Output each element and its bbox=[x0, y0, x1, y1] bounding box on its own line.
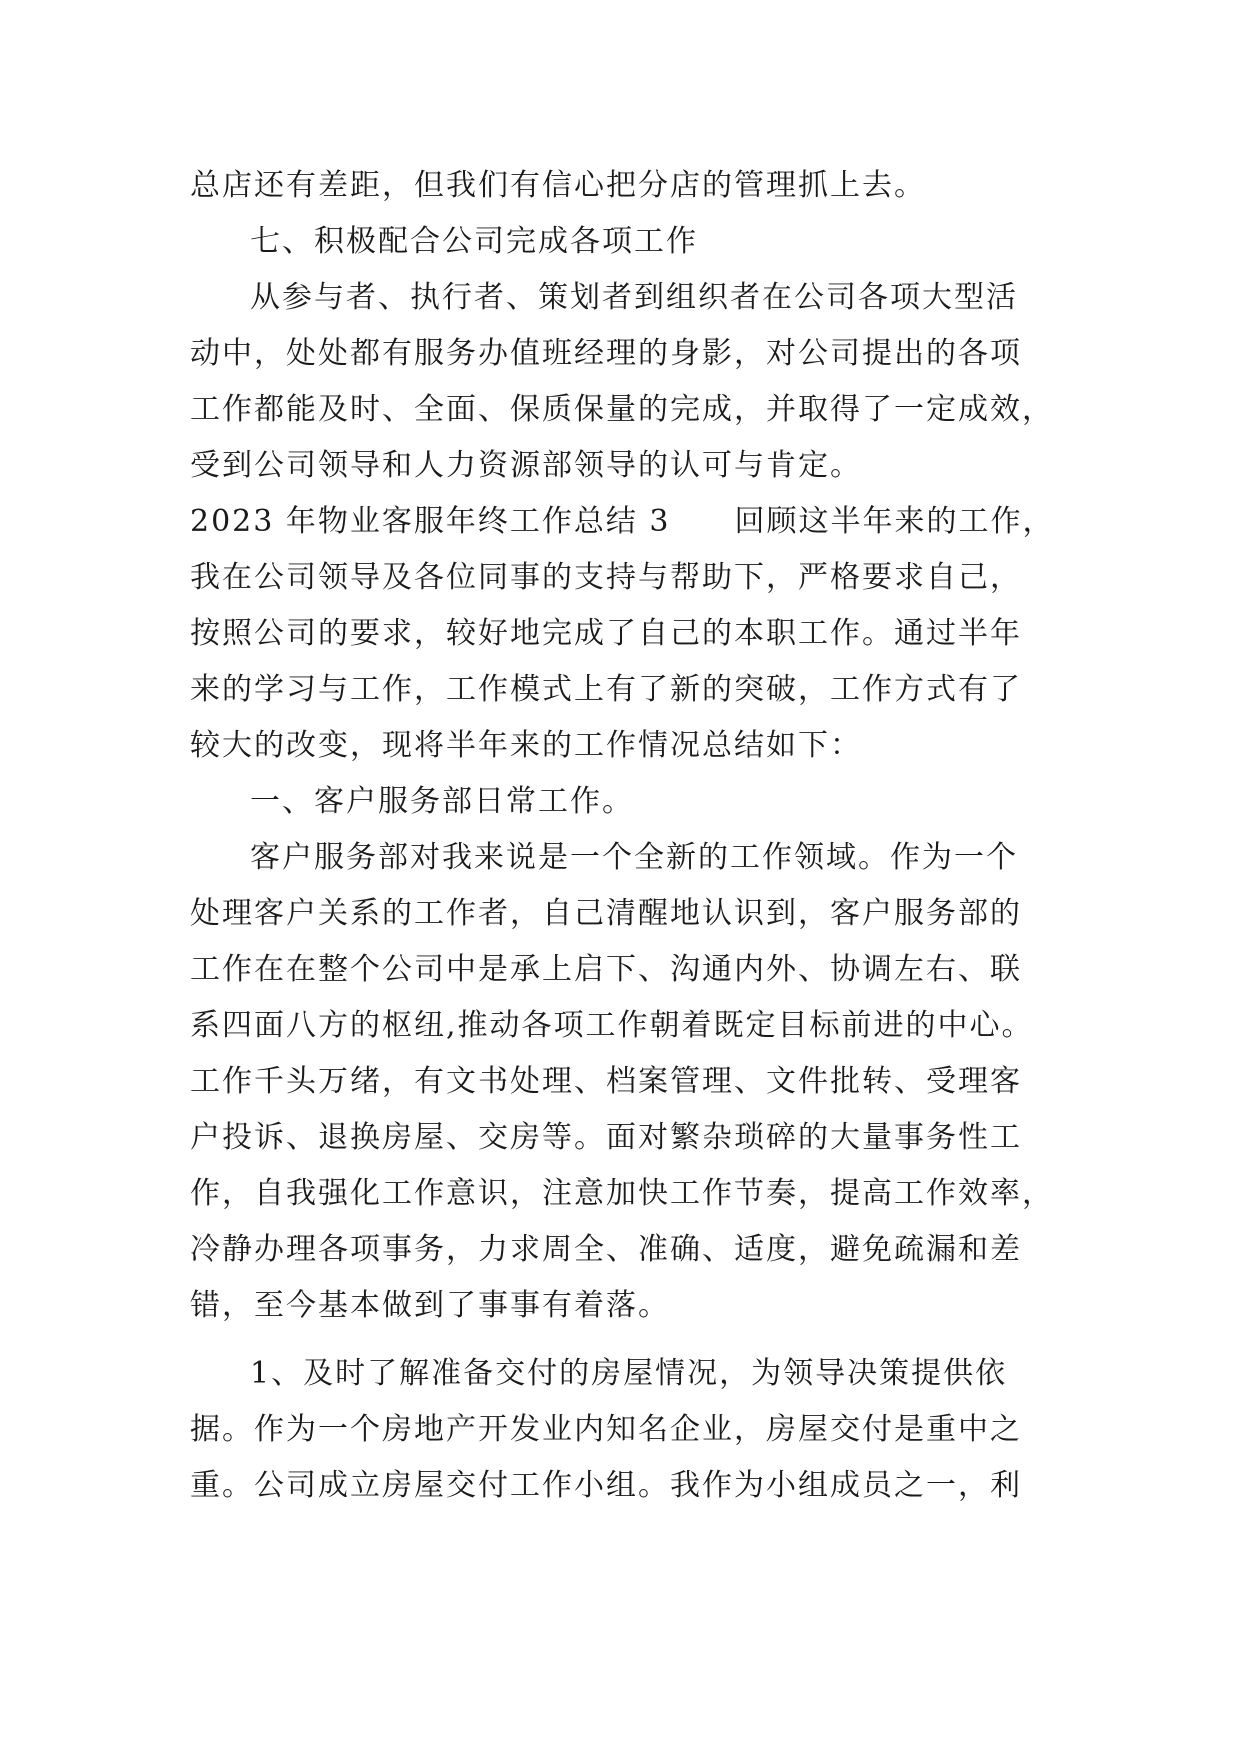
paragraph-line: 从参与者、执行者、策划者到组织者在公司各项大型活 bbox=[250, 280, 1018, 315]
paragraph-line: 工作都能及时、全面、保质保量的完成，并取得了一定成效， bbox=[190, 392, 1054, 427]
paragraph-line: 动中，处处都有服务办值班经理的身影，对公司提出的各项 bbox=[190, 336, 1022, 371]
paragraph-line: 冷静办理各项事务，力求周全、准确、适度，避免疏漏和差 bbox=[190, 1232, 1022, 1267]
paragraph-line: 据。作为一个房地产开发业内知名企业，房屋交付是重中之 bbox=[190, 1412, 1022, 1447]
paragraph-line: 较大的改变，现将半年来的工作情况总结如下： bbox=[190, 728, 862, 763]
paragraph-line: 我在公司领导及各位同事的支持与帮助下，严格要求自己， bbox=[190, 560, 1022, 595]
paragraph-line: 错，至今基本做到了事事有着落。 bbox=[190, 1288, 670, 1323]
paragraph-line: 户投诉、退换房屋、交房等。面对繁杂琐碎的大量事务性工 bbox=[190, 1120, 1022, 1155]
section-heading: 七、积极配合公司完成各项工作 bbox=[250, 224, 698, 259]
paragraph-line: 客户服务部对我来说是一个全新的工作领域。作为一个 bbox=[250, 840, 1018, 875]
paragraph-line: 工作在在整个公司中是承上启下、沟通内外、协调左右、联 bbox=[190, 952, 1022, 987]
paragraph-line: 作，自我强化工作意识，注意加快工作节奏，提高工作效率， bbox=[190, 1176, 1054, 1211]
paragraph-line: 受到公司领导和人力资源部领导的认可与肯定。 bbox=[190, 448, 862, 483]
paragraph-line: 来的学习与工作，工作模式上有了新的突破，工作方式有了 bbox=[190, 672, 1022, 707]
paragraph-line: 重。公司成立房屋交付工作小组。我作为小组成员之一，利 bbox=[190, 1468, 1022, 1503]
document-title-line: 2023 年物业客服年终工作总结 3 回顾这半年来的工作， bbox=[190, 504, 1055, 539]
paragraph-line: 按照公司的要求，较好地完成了自己的本职工作。通过半年 bbox=[190, 616, 1022, 651]
section-heading: 一、客户服务部日常工作。 bbox=[250, 784, 634, 819]
paragraph-line: 系四面八方的枢纽,推动各项工作朝着既定目标前进的中心。 bbox=[190, 1008, 1034, 1043]
paragraph-line: 总店还有差距，但我们有信心把分店的管理抓上去。 bbox=[190, 168, 926, 203]
paragraph-line: 1、及时了解准备交付的房屋情况，为领导决策提供依 bbox=[250, 1356, 1008, 1391]
paragraph-line: 处理客户关系的工作者，自己清醒地认识到，客户服务部的 bbox=[190, 896, 1022, 931]
paragraph-line: 工作千头万绪，有文书处理、档案管理、文件批转、受理客 bbox=[190, 1064, 1022, 1099]
